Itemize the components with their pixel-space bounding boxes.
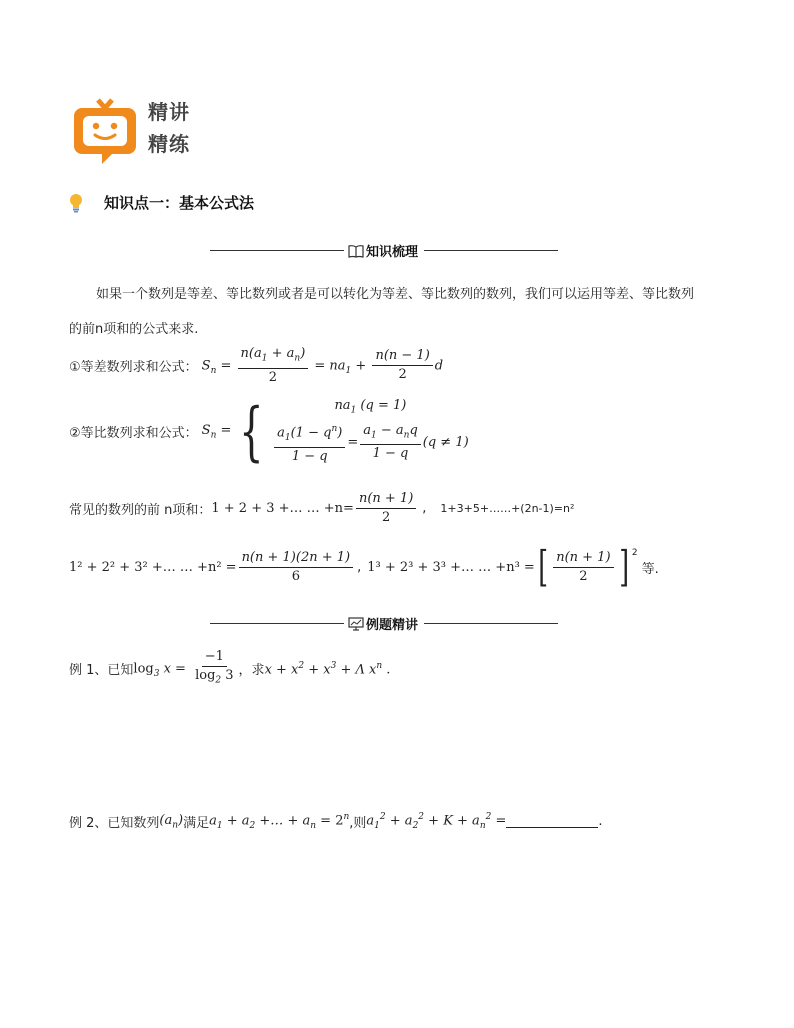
- divider-line: [210, 623, 344, 624]
- divider-line: [424, 623, 558, 624]
- logo-text: [148, 96, 190, 160]
- lightbulb-icon: [68, 193, 84, 213]
- geo-formula: [69, 394, 469, 469]
- geo-cases: [272, 398, 469, 466]
- arith-label: ①等差数列求和公式：: [69, 360, 198, 376]
- arith-formula-math: $S_n$ = $\frac{n(a_1 + a_n)}{2}$ = $na_1$ + $\frac{n(n - 1)}{2}$ d: [201, 346, 444, 385]
- intro-line1: 如果一个数列是等差、等比数列或者是可以转化为等差、等比数列的数列，我们可以运用等差、等比数列: [96, 287, 695, 302]
- example-1-prefix: 例 1、已知: [69, 663, 134, 679]
- example-1-condition: $\log_3 x$ = $\frac{-1}{\log_2 3}$: [133, 649, 234, 686]
- squares-prefix: 1² + 2² + 3² +… … +n² =: [69, 559, 237, 575]
- common-sums: 常见的数列的前 n项和： 1 + 2 + 3 +… … +n= $\frac{n(n + 1)}{2}$ , 1+3+5+……+(2n-1)=n²: [69, 491, 575, 525]
- logo: [72, 96, 138, 170]
- intro-line2: 的前n项和的公式来求.: [69, 322, 199, 337]
- divider-examples: [210, 614, 558, 633]
- logo-line1: 精讲: [148, 100, 190, 124]
- divider-examples-label: 例题精讲: [366, 618, 419, 633]
- robot-logo-icon: [72, 96, 138, 166]
- section-heading: [68, 192, 254, 213]
- example-1-expression: $x + x^2 + x^3 + \Lambda$ $x^n$ .: [264, 660, 391, 677]
- example-2-prefix: 例 2、已知数列: [69, 816, 160, 831]
- example-2: 例 2、已知数列 $(a_n)$ 满足 $a_1 + a_2$ +… + $a_n = 2^n$ ,则 $a_1^2 + a_2^2 + K + a_n^2$ = .: [69, 812, 603, 831]
- geo-formula-math: $S_n$ =: [201, 422, 232, 441]
- example-2-condition: $a_1 + a_2$ +… + $a_n = 2^n$: [209, 812, 350, 831]
- example-2-question: $a_1^2 + a_2^2 + K + a_n^2$ =: [366, 812, 507, 831]
- presentation-icon: [348, 617, 364, 631]
- sum-naturals: 1 + 2 + 3 +… … +n=: [211, 501, 354, 516]
- cubes-prefix: 1³ + 2³ + 3³ +… … +n³ =: [367, 559, 535, 575]
- example-1-mid: ，求: [238, 663, 265, 679]
- book-icon: [348, 244, 364, 258]
- divider-knowledge-label: 知识梳理: [366, 245, 419, 260]
- left-bracket: [: [538, 542, 548, 591]
- etc-text: 等.: [641, 561, 659, 577]
- example-1: [69, 648, 390, 690]
- example-2-sequence: $(a_n)$: [159, 812, 184, 831]
- right-bracket: ]: [618, 542, 629, 591]
- divider-line: [424, 250, 558, 251]
- left-brace: {: [239, 394, 264, 469]
- logo-line2: 精练: [148, 132, 190, 156]
- example-2-mid: 满足: [183, 816, 210, 831]
- sum-odd: 1+3+5+……+(2n-1)=n²: [440, 502, 575, 515]
- common-label: 常见的数列的前 n项和：: [69, 503, 212, 518]
- geo-case2: $\frac{a_1(1 - q^n)}{1 - q}$ = $\frac{a_1 - a_nq}{1 - q}$ (q ≠ 1): [272, 420, 469, 466]
- arith-formula: [69, 345, 443, 387]
- example-2-then: ,则: [349, 816, 367, 831]
- geo-case1: $na_1$ (q = 1): [334, 398, 407, 416]
- divider-knowledge: [210, 241, 558, 260]
- power-sums: 1² + 2² + 3² +… … +n² = $\frac{n(n + 1)(2n + 1)}{6}$ , 1³ + 2³ + 3³ +… … +n³ = [ $\frac{n(n + 1)}{2}$ ] $^2$ 等.: [69, 542, 659, 591]
- geo-label: ②等比数列求和公式：: [69, 426, 198, 442]
- answer-blank[interactable]: [506, 815, 598, 828]
- divider-line: [210, 250, 344, 251]
- section-title: 知识点一：基本公式法: [104, 194, 255, 212]
